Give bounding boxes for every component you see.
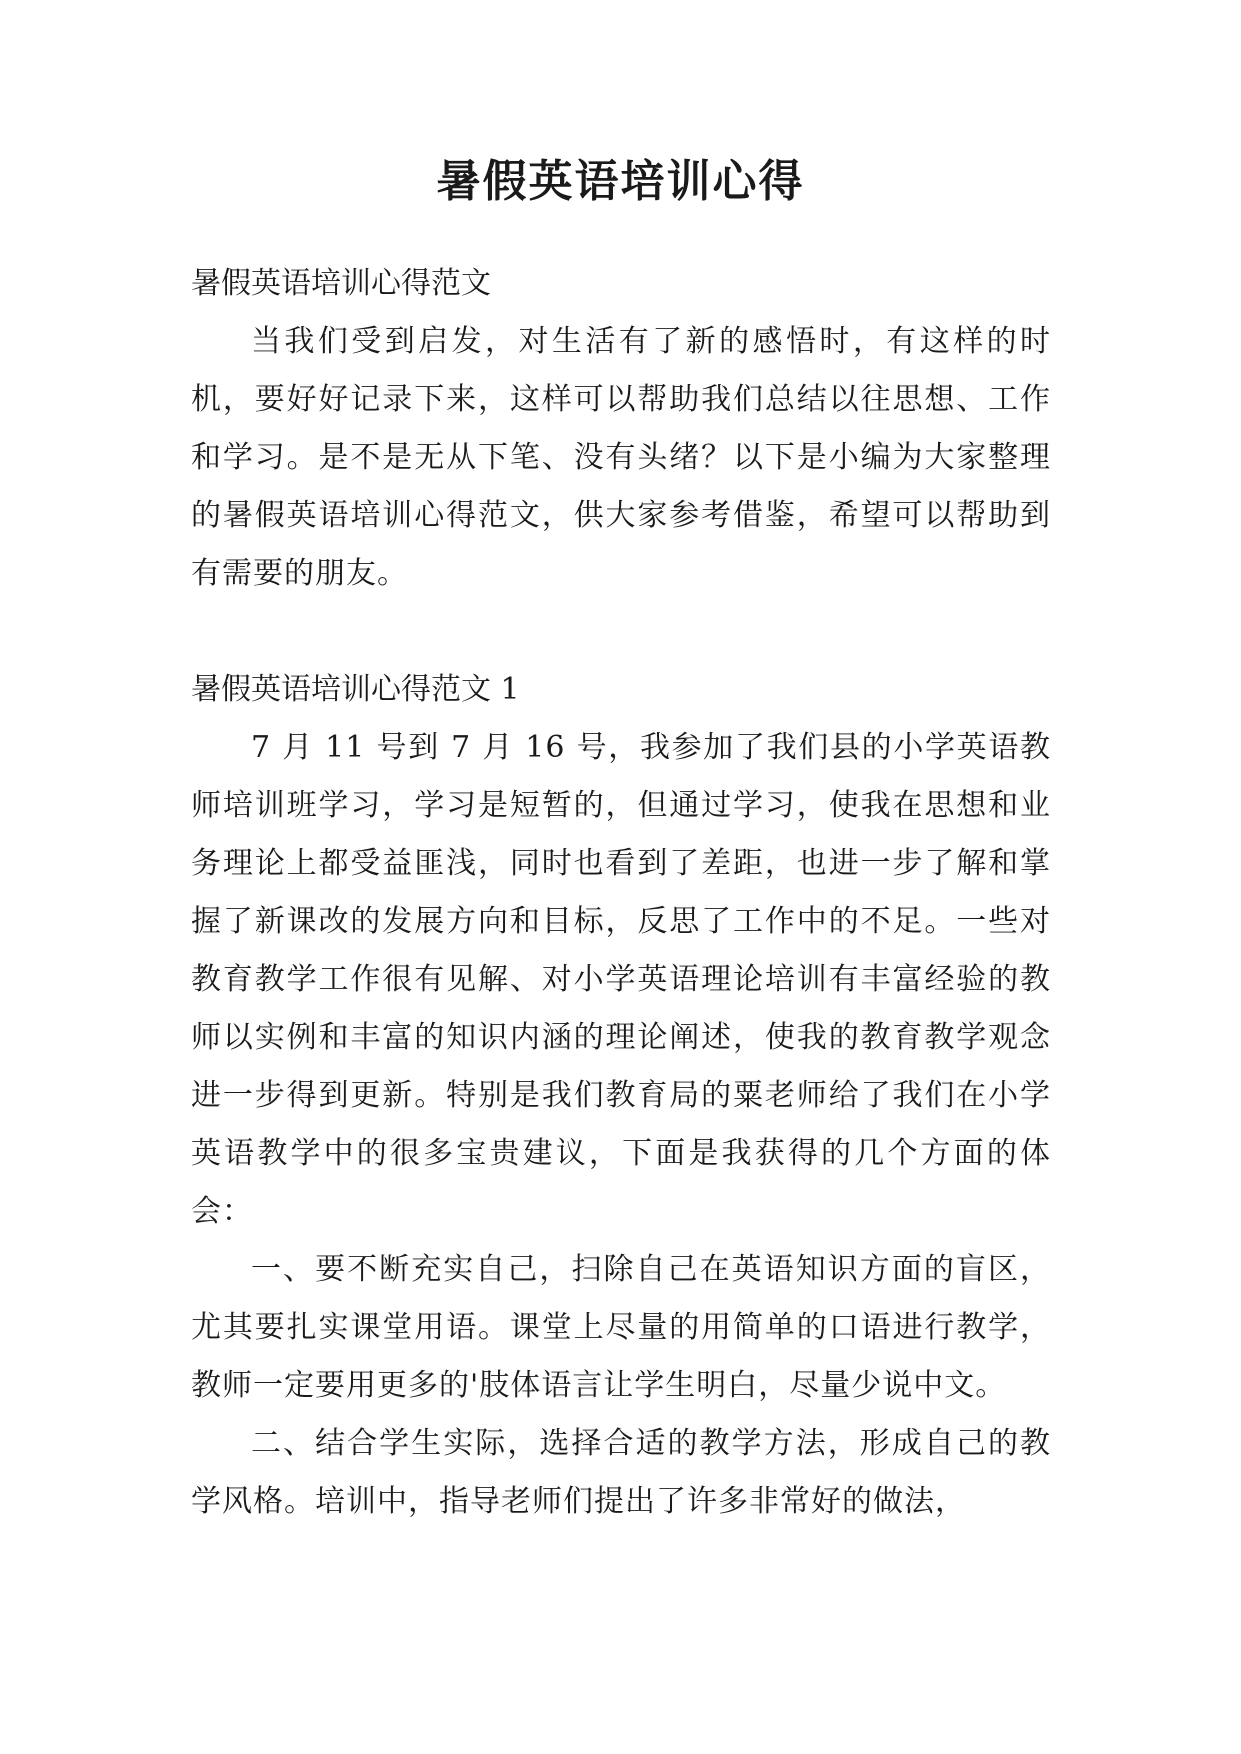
section-spacer: [191, 603, 1051, 661]
section1-paragraph-2: 一、要不断充实自己，扫除自己在英语知识方面的盲区，尤其要扎实课堂用语。课堂上尽量的用简单的口语进行教学，教师一定要用更多的'肢体语言让学生明白，尽量少说中文。: [191, 1252, 1051, 1403]
section1-heading: 暑假英语培训心得范文 1: [191, 672, 520, 707]
document-body: [191, 255, 1051, 1531]
section1-paragraph-1: 7 月 11 号到 7 月 16 号，我参加了我们县的小学英语教师培训班学习，学习是短暂的，但通过学习，使我在思想和业务理论上都受益匪浅，同时也看到了差距，也进一步了解和掌握了新课改的发展方向和目标，反思了工作中的不足。一些对教育教学工作很有见解、对小学英语理论培训有丰富经验的教师以实例和丰富的知识内涵的理论阐述，使我的教育教学观念进一步得到更新。特别是我们教育局的粟老师给了我们在小学英语教学中的很多宝贵建议，下面是我获得的几个方面的体会：: [191, 730, 1051, 1229]
document-title: 暑假英语培训心得: [436, 156, 805, 207]
intro-paragraph: 当我们受到启发，对生活有了新的感悟时，有这样的时机，要好好记录下来，这样可以帮助我们总结以往思想、工作和学习。是不是无从下笔、没有头绪？以下是小编为大家整理的暑假英语培训心得范文，供大家参考借鉴，希望可以帮助到有需要的朋友。: [191, 324, 1051, 591]
section1-paragraph-3: 二、结合学生实际，选择合适的教学方法，形成自己的教学风格。培训中，指导老师们提出了许多非常好的做法，: [191, 1426, 1051, 1519]
intro-heading: 暑假英语培训心得范文: [191, 266, 491, 301]
